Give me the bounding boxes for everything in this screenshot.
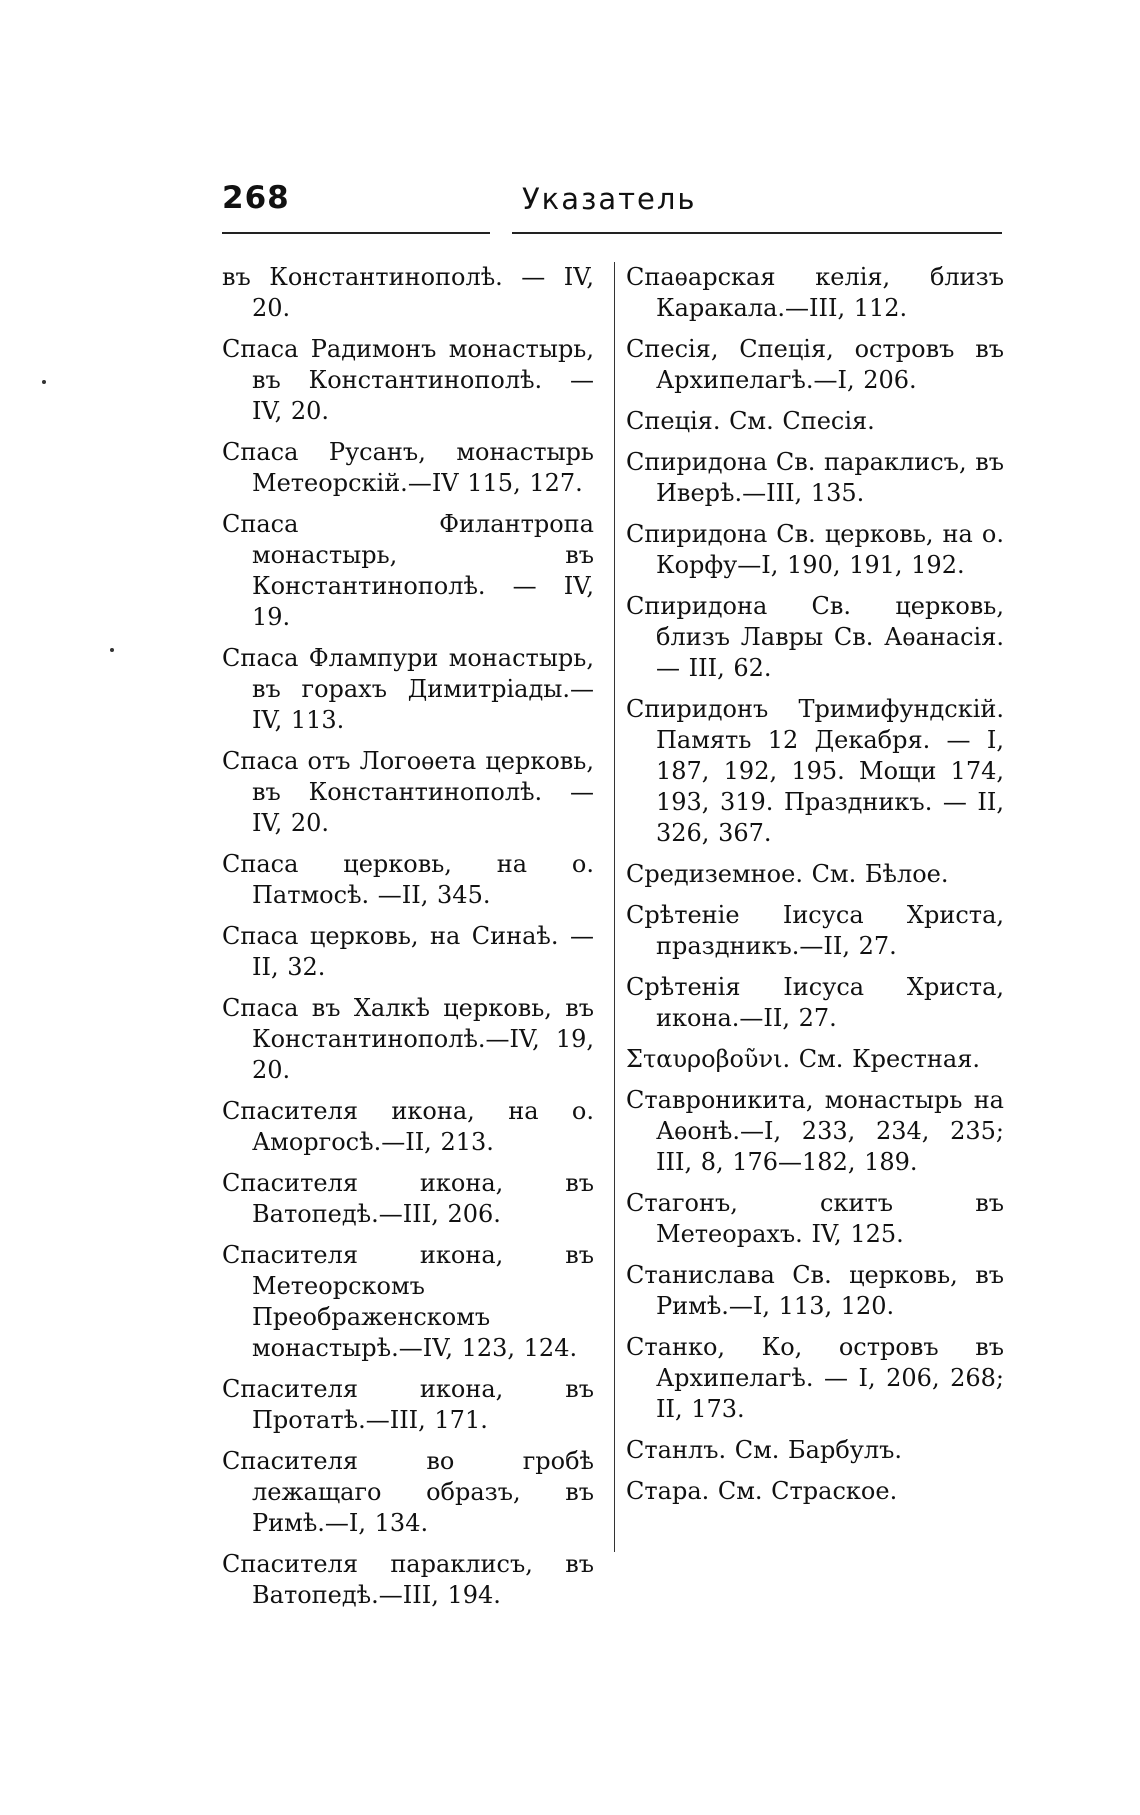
index-entry: Спаса церковь, на о. Патмосѣ. —II, 345. <box>222 850 594 909</box>
stray-mark <box>42 380 46 384</box>
index-entry: Спасителя икона, на о. Аморгосѣ.—II, 213. <box>222 1097 594 1156</box>
page-header <box>222 180 1002 230</box>
index-entry: Станлъ. См. Барбулъ. <box>626 1436 903 1464</box>
index-entry: Спаса Флампури монастырь, въ горахъ Димитріады.—IV, 113. <box>222 644 594 734</box>
index-entry: Станислава Св. церковь, въ Римѣ.—I, 113, 120. <box>626 1261 1004 1320</box>
running-title: Указатель <box>522 182 697 216</box>
page-number: 268 <box>222 180 290 216</box>
index-entry: Станко, Ко, островъ въ Архипелагѣ. — I, 206, 268; II, 173. <box>626 1333 1004 1423</box>
index-entry: Спесія, Спеція, островъ въ Архипелагѣ.—I, 206. <box>626 335 1004 394</box>
index-entry: Спиридонъ Тримифундскій. Память 12 Декабря. — I, 187, 192, 195. Мощи 174, 193, 319. Праздникъ. — II, 326, 367. <box>626 695 1004 847</box>
index-entry: Спаѳарская келія, близъ Каракала.—III, 112. <box>626 263 1004 322</box>
index-entry: Σταυροβοῦνι. См. Крестная. <box>626 1045 980 1073</box>
index-entry: Спаса Русанъ, монастырь Метеорскій.—IV 115, 127. <box>222 438 594 497</box>
index-entry: Средиземное. См. Бѣлое. <box>626 860 949 888</box>
index-entry: Срѣтенія Іисуса Христа, икона.—II, 27. <box>626 973 1004 1032</box>
index-entry: Спаса Радимонъ монастырь, въ Константинополѣ. — IV, 20. <box>222 335 594 425</box>
index-entry: Срѣтеніе Іисуса Христа, праздникъ.—II, 27. <box>626 901 1004 960</box>
index-entry: Спиридона Св. параклисъ, въ Иверѣ.—III, 135. <box>626 448 1004 507</box>
index-entry: Стагонъ, скитъ въ Метеорахъ. IV, 125. <box>626 1189 1004 1248</box>
index-entry: Спасителя во гробѣ лежащаго образъ, въ Римѣ.—I, 134. <box>222 1447 594 1537</box>
index-entry: Спасителя параклисъ, въ Ватопедѣ.—III, 194. <box>222 1550 594 1609</box>
column-divider <box>614 262 615 1552</box>
index-entry: Ставроникита, монастырь на Аѳонѣ.—I, 233, 234, 235; III, 8, 176—182, 189. <box>626 1086 1004 1176</box>
index-column-left <box>222 262 594 1621</box>
index-entry: Спаса Филантропа монастырь, въ Константинополѣ. — IV, 19. <box>222 510 594 631</box>
index-entry: Спасителя икона, въ Метеорскомъ Преображенскомъ монастырѣ.—IV, 123, 124. <box>222 1241 594 1362</box>
index-entry: Спасителя икона, въ Ватопедѣ.—III, 206. <box>222 1169 594 1228</box>
index-entry: Спаса отъ Логоѳета церковь, въ Константинополѣ. — IV, 20. <box>222 747 594 837</box>
index-entry: Спецiя. См. Спесія. <box>626 407 875 435</box>
index-entry: въ Константинополѣ. — IV, 20. <box>222 263 594 322</box>
index-entry: Спаса въ Халкѣ церковь, въ Константинополѣ.—IV, 19, 20. <box>222 994 594 1084</box>
index-entry: Спаса церковь, на Синаѣ. — II, 32. <box>222 922 594 981</box>
index-column-right <box>626 262 1004 1517</box>
index-entry: Спиридона Св. церковь, на о. Корфу—I, 190, 191, 192. <box>626 520 1004 579</box>
index-entry: Спасителя икона, въ Протатѣ.—III, 171. <box>222 1375 594 1434</box>
header-rule <box>222 232 1002 234</box>
index-entry: Стара. См. Страское. <box>626 1477 898 1505</box>
stray-mark <box>110 648 114 652</box>
index-entry: Спиридона Св. церковь, близъ Лавры Св. Аѳанасія. — III, 62. <box>626 592 1004 682</box>
